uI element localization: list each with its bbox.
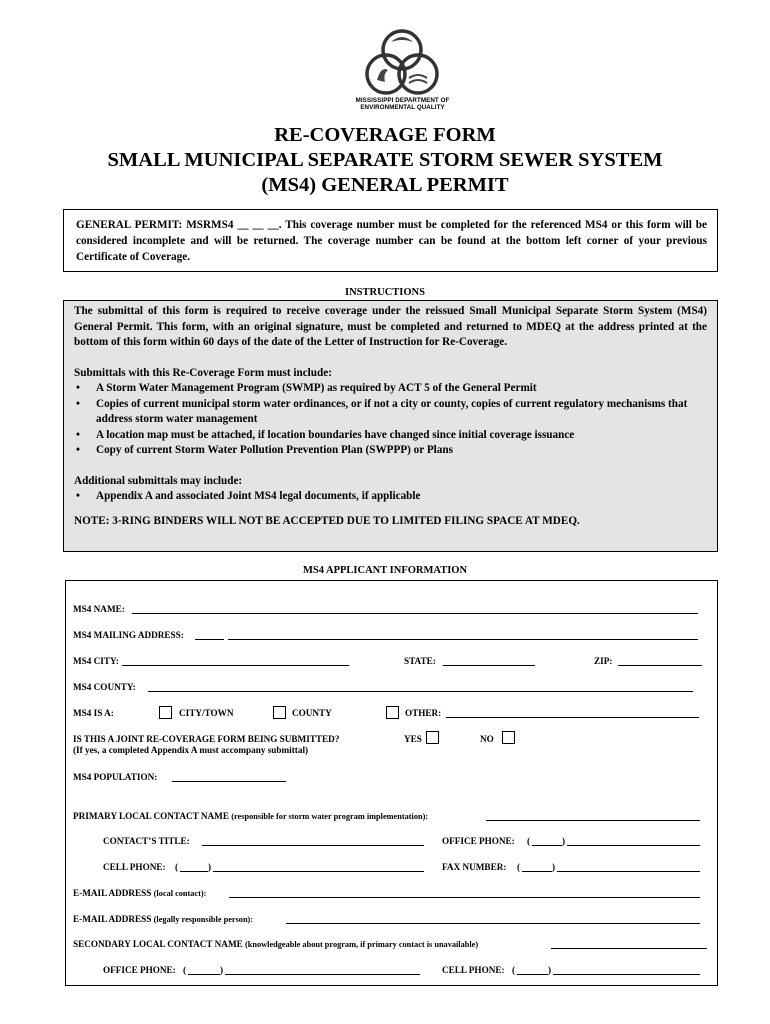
ms4-name-label: MS4 NAME: <box>73 604 125 614</box>
submittals-list <box>74 381 707 459</box>
state-field[interactable] <box>443 665 535 666</box>
yes-checkbox[interactable] <box>426 731 439 744</box>
form-subtitle-2: (MS4) GENERAL PERMIT <box>261 174 509 196</box>
cell-phone-2-paren-close: ) <box>548 965 552 975</box>
primary-contact-note: (responsible for storm water program implementation): <box>231 812 429 821</box>
applicant-heading: MS4 APPLICANT INFORMATION <box>302 565 468 576</box>
email-legal-label-text: E-MAIL ADDRESS <box>73 914 152 924</box>
list-item: • Copy of current Storm Water Pollution Prevention Plan (SWPPP) or Plans <box>74 443 707 459</box>
zip-label: ZIP: <box>594 656 613 666</box>
joint-question: IS THIS A JOINT RE-COVERAGE FORM BEING SUBMITTED? <box>73 734 340 744</box>
office-phone-2-paren-close: ) <box>220 965 224 975</box>
office-phone-field[interactable] <box>567 845 700 846</box>
office-phone-paren-close: ) <box>562 836 566 846</box>
county-label: MS4 COUNTY: <box>73 682 136 692</box>
office-phone-2-area-code[interactable] <box>188 974 220 975</box>
office-phone-area-code[interactable] <box>532 845 562 846</box>
fax-paren-open: ( <box>517 862 521 872</box>
cell-phone-label: CELL PHONE: <box>103 862 166 872</box>
secondary-contact-note: (knowledgeable about program, if primary contact is unavailable) <box>245 940 479 949</box>
applicant-box <box>65 580 718 986</box>
office-phone-label: OFFICE PHONE: <box>442 836 515 846</box>
instructions-heading: INSTRUCTIONS <box>345 287 425 298</box>
form-title: RE-COVERAGE FORM <box>274 124 496 146</box>
general-permit-text: GENERAL PERMIT: MSRMS4 __ __ __. This coverage number must be completed for the referenced MS4 or this form will be considered incomplete and will be returned. The coverage number can be found at the bottom left corner of your previous Certificate of Coverage. <box>76 219 707 263</box>
email-local-note: (local contact): <box>153 889 207 898</box>
mailing-address-field[interactable] <box>228 639 698 640</box>
contact-title-field[interactable] <box>202 845 424 846</box>
other-checkbox[interactable] <box>386 706 399 719</box>
list-item: • Copies of current municipal storm water ordinances, or if not a city or county, copies of current regulatory mechanisms that address storm water management <box>74 397 707 428</box>
list-item: • Appendix A and associated Joint MS4 legal documents, if applicable <box>74 489 707 505</box>
other-field[interactable] <box>446 717 699 718</box>
county-option-label: COUNTY <box>292 708 332 718</box>
office-phone-2-paren-open: ( <box>183 965 187 975</box>
cell-phone-2-field[interactable] <box>553 974 700 975</box>
primary-contact-label <box>73 811 428 822</box>
cell-phone-area-code[interactable] <box>180 871 208 872</box>
city-town-label: CITY/TOWN <box>179 708 234 718</box>
primary-contact-field[interactable] <box>486 820 700 821</box>
agency-name-line1: MISSISSIPPI DEPARTMENT OF <box>355 97 450 104</box>
ms4-type-label: MS4 IS A: <box>73 708 114 718</box>
email-legal-label <box>73 914 253 925</box>
ms4-name-field[interactable] <box>132 613 698 614</box>
fax-number-field[interactable] <box>557 871 700 872</box>
contact-title-label: CONTACT’S TITLE: <box>103 836 190 846</box>
cell-phone-2-area-code[interactable] <box>517 974 548 975</box>
agency-name-line2: ENVIRONMENTAL QUALITY <box>360 104 445 111</box>
mailing-address-field-short[interactable] <box>195 639 224 640</box>
secondary-contact-label-text: SECONDARY LOCAL CONTACT NAME <box>73 939 243 949</box>
submittals-heading: Submittals with this Re-Coverage Form must include: <box>74 366 332 379</box>
instructions-box <box>63 300 718 552</box>
binder-note: NOTE: 3-RING BINDERS WILL NOT BE ACCEPTED DUE TO LIMITED FILING SPACE AT MDEQ. <box>74 514 580 527</box>
general-permit-box <box>63 209 718 272</box>
population-label: MS4 POPULATION: <box>73 772 158 782</box>
city-town-checkbox[interactable] <box>159 706 172 719</box>
office-phone-2-field[interactable] <box>225 974 420 975</box>
email-local-label-text: E-MAIL ADDRESS <box>73 888 152 898</box>
fax-area-code[interactable] <box>522 871 552 872</box>
cell-phone-2-paren-open: ( <box>512 965 516 975</box>
secondary-contact-field[interactable] <box>551 948 707 949</box>
city-field[interactable] <box>122 665 349 666</box>
instructions-intro: The submittal of this form is required to receive coverage under the reissued Small Municipal Separate Storm System (MS4) General Permit. This form, with an original signature, must be completed and returned to MDEQ at the address printed at the bottom of this form within 60 days of the date of the Letter of Instruction for Re-Coverage. <box>74 305 707 348</box>
additional-heading: Additional submittals may include: <box>74 474 243 487</box>
zip-field[interactable] <box>618 665 702 666</box>
secondary-contact-label <box>73 939 478 950</box>
email-legal-note: (legally responsible person): <box>153 915 254 924</box>
fax-number-label: FAX NUMBER: <box>442 862 507 872</box>
yes-label: YES <box>404 734 422 744</box>
cell-phone-paren-open: ( <box>175 862 179 872</box>
office-phone-paren-open: ( <box>527 836 531 846</box>
cell-phone-paren-close: ) <box>208 862 212 872</box>
cell-phone-field[interactable] <box>213 871 424 872</box>
list-item: • A Storm Water Management Program (SWMP) as required by ACT 5 of the General Permit <box>74 381 707 397</box>
additional-list <box>74 489 707 505</box>
list-item: • A location map must be attached, if location boundaries have changed since initial coverage issuance <box>74 428 707 444</box>
primary-contact-label-text: PRIMARY LOCAL CONTACT NAME <box>73 811 229 821</box>
fax-paren-close: ) <box>552 862 556 872</box>
mailing-address-label: MS4 MAILING ADDRESS: <box>73 630 184 640</box>
form-subtitle: SMALL MUNICIPAL SEPARATE STORM SEWER SYSTEM <box>107 149 663 171</box>
city-label: MS4 CITY: <box>73 656 119 666</box>
no-label: NO <box>480 734 494 744</box>
no-checkbox[interactable] <box>502 731 515 744</box>
county-checkbox[interactable] <box>273 706 286 719</box>
population-field[interactable] <box>172 781 286 782</box>
email-legal-field[interactable] <box>286 923 700 924</box>
email-local-label <box>73 888 206 899</box>
office-phone-2-label: OFFICE PHONE: <box>103 965 176 975</box>
state-label: STATE: <box>404 656 436 666</box>
email-local-field[interactable] <box>229 897 700 898</box>
cell-phone-2-label: CELL PHONE: <box>442 965 505 975</box>
county-field[interactable] <box>148 691 693 692</box>
joint-note: (If yes, a completed Appendix A must accompany submittal) <box>73 745 309 755</box>
agency-name <box>355 97 450 111</box>
other-label: OTHER: <box>405 708 442 718</box>
